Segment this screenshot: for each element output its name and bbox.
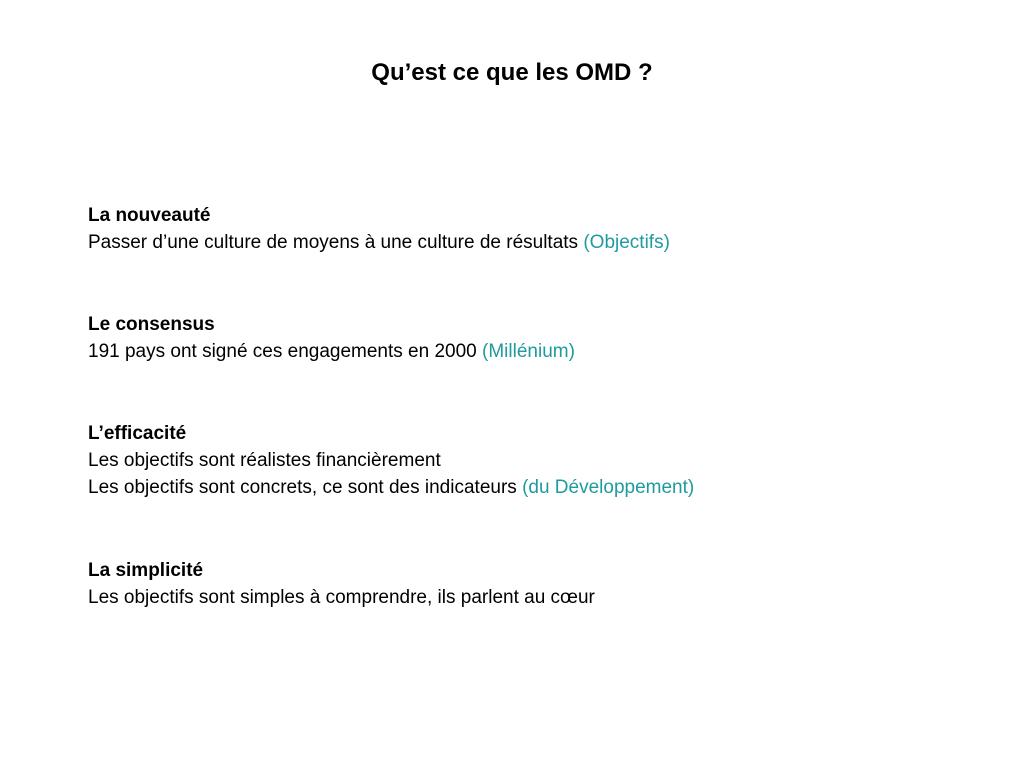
section-line bbox=[88, 584, 988, 611]
section-nouveaute bbox=[88, 202, 988, 256]
line-text: 191 pays ont signé ces engagements en 2000 bbox=[88, 341, 483, 362]
section-heading: La simplicité bbox=[88, 560, 204, 581]
section-line bbox=[88, 447, 988, 474]
section-efficacite bbox=[88, 420, 988, 501]
section-heading: Le consensus bbox=[88, 314, 215, 335]
line-text: Passer d’une culture de moyens à une culture de résultats bbox=[88, 232, 584, 253]
line-accent: (Objectifs) bbox=[583, 232, 670, 253]
slide-title: Qu’est ce que les OMD ? bbox=[371, 59, 653, 86]
section-consensus bbox=[88, 311, 988, 365]
section-line bbox=[88, 229, 988, 256]
section-simplicite bbox=[88, 557, 988, 611]
line-text: Les objectifs sont réalistes financièrement bbox=[88, 450, 441, 471]
section-line bbox=[88, 474, 988, 501]
line-text: Les objectifs sont concrets, ce sont des indicateurs bbox=[88, 477, 523, 498]
line-accent: (du Développement) bbox=[522, 477, 695, 498]
section-line bbox=[88, 338, 988, 365]
line-text: Les objectifs sont simples à comprendre, ils parlent au cœur bbox=[88, 587, 595, 608]
section-heading: La nouveauté bbox=[88, 205, 211, 226]
section-heading: L’efficacité bbox=[88, 423, 187, 444]
line-accent: (Millénium) bbox=[482, 341, 575, 362]
